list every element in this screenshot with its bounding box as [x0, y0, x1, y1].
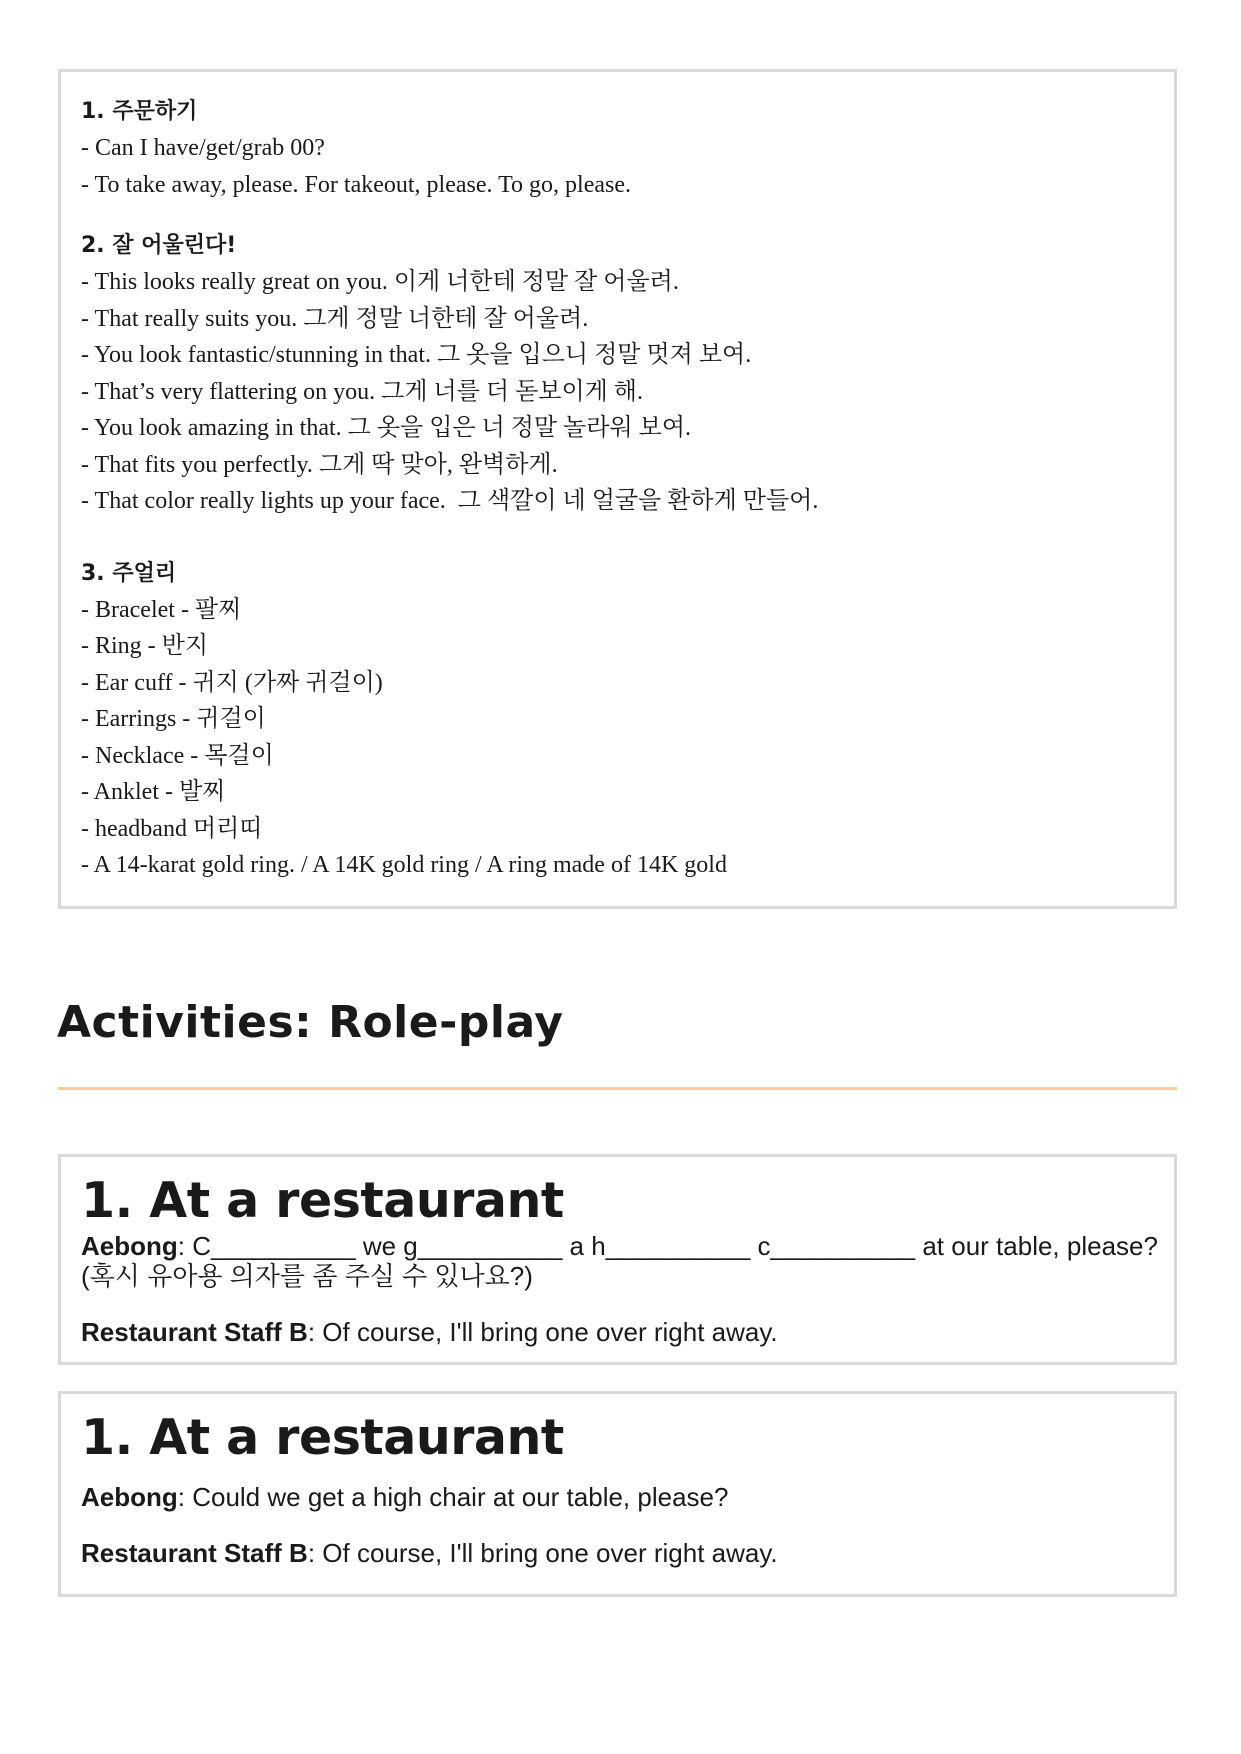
- vocab-line: - headband 머리띠: [81, 815, 263, 842]
- activities-heading: Activities: Role-play: [57, 997, 564, 1048]
- expression-line: - Can I have/get/grab 00?: [81, 135, 325, 161]
- dialogue-line-b: [81, 1317, 1174, 1347]
- vocab-line: - Bracelet - 팔찌: [81, 596, 242, 623]
- dialogue-text: : Of course, I'll bring one over right away.: [307, 1538, 778, 1568]
- expression-line: - This looks really great on you. 이게 너한테 정말 잘 어울려.: [81, 269, 679, 295]
- expression-line: - You look amazing in that. 그 옷을 입은 너 정말 놀라워 보여.: [81, 415, 692, 441]
- expression-line: - That fits you perfectly. 그게 딱 맞아, 완벽하게.: [81, 451, 558, 478]
- translation-hint: (혹시 유아용 의자를 좀 주실 수 있나요?): [81, 1261, 533, 1291]
- roleplay-title: 1. At a restaurant: [81, 1409, 564, 1466]
- vocab-line: - Ring - 반지: [81, 633, 209, 659]
- dialogue-text: : Could we get a high chair at our table, please?: [177, 1482, 729, 1512]
- section-ordering-title: 1. 주문하기: [81, 99, 198, 124]
- expression-line: - To take away, please. For takeout, please. To go, please.: [81, 171, 632, 198]
- speaker-name: Restaurant Staff B: [81, 1538, 308, 1568]
- vocab-line: - Earrings - 귀걸이: [81, 706, 266, 732]
- expression-line: - You look fantastic/stunning in that. 그 옷을 입으니 정말 멋져 보여.: [81, 342, 752, 368]
- speaker-name: Aebong: [81, 1482, 178, 1512]
- section-jewelry-title: 3. 주얼리: [81, 560, 177, 586]
- speaker-name: Aebong: [81, 1231, 178, 1261]
- speaker-name: Restaurant Staff B: [81, 1317, 308, 1347]
- expression-line: - That color really lights up your face. 그 색깔이 네 얼굴을 환하게 만들어.: [81, 488, 819, 514]
- expression-line: - That’s very flattering on you. 그게 너를 더 돋보이게 해.: [81, 378, 643, 405]
- expressions-box: [58, 69, 1177, 909]
- dialogue-line-a: [81, 1231, 1174, 1261]
- vocab-line: - Necklace - 목걸이: [81, 742, 274, 769]
- dialogue-text: : Of course, I'll bring one over right away.: [307, 1317, 778, 1347]
- roleplay-answer-box: [58, 1391, 1177, 1597]
- dialogue-line-a: [81, 1482, 1174, 1512]
- dialogue-line-b: [81, 1538, 1174, 1568]
- roleplay-title: 1. At a restaurant: [81, 1172, 564, 1229]
- section-compliment-title: 2. 잘 어울린다!: [81, 233, 237, 258]
- vocab-line: - A 14-karat gold ring. / A 14K gold ring / A ring made of 14K gold: [81, 852, 727, 878]
- roleplay-exercise-box: [58, 1154, 1177, 1365]
- expression-line: - That really suits you. 그게 정말 너한테 잘 어울려.: [81, 305, 589, 332]
- heading-divider: [58, 1087, 1177, 1090]
- vocab-line: - Anklet - 발찌: [81, 779, 226, 805]
- fill-in-sentence: : C__________ we g__________ a h__________ c__________ at our table, please?: [177, 1231, 1158, 1261]
- vocab-line: - Ear cuff - 귀지 (가짜 귀걸이): [81, 669, 383, 696]
